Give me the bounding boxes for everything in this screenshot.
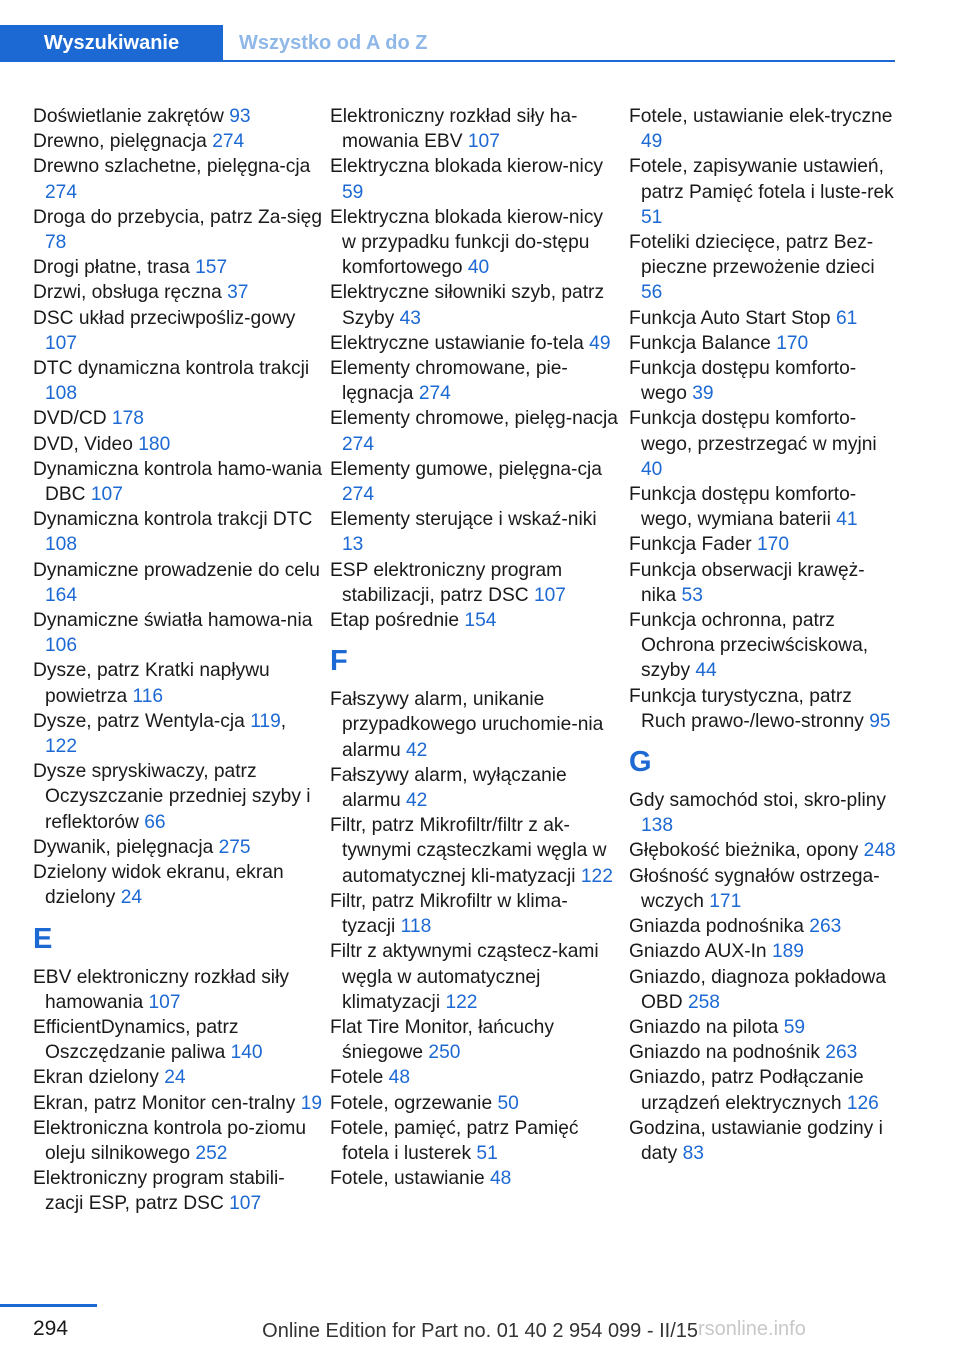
index-entry (330, 406, 620, 456)
index-entry-text: Elektryczne siłowniki szyb, patrz Szyby (330, 282, 605, 329)
page-link[interactable]: 56 (641, 282, 663, 304)
index-entry-text: Godzina, ustawianie godziny i daty (629, 1117, 883, 1164)
index-entry (33, 658, 323, 708)
index-entry-text: Dywanik, pielęgnacja (33, 836, 214, 858)
page-link[interactable]: 274 (418, 383, 451, 405)
index-entry (629, 914, 899, 939)
index-column-2 (330, 104, 620, 1191)
index-entry-text: Funkcja dostępu komforto-wego (629, 358, 857, 405)
index-entry-text: Etap pośrednie (330, 610, 460, 632)
page-link[interactable]: 93 (229, 106, 251, 127)
index-entry (330, 1166, 620, 1191)
index-entry (330, 507, 620, 557)
index-entry-text: Gniazdo na pilota (629, 1016, 779, 1038)
index-entry-text: Funkcja Fader (629, 534, 752, 556)
index-entry (629, 230, 899, 306)
page-link[interactable]: 37 (227, 282, 249, 304)
index-entry (629, 154, 899, 230)
index-entry (33, 558, 323, 608)
index-entry-text: DVD, Video (33, 433, 133, 455)
page-link[interactable]: 107 (148, 991, 181, 1013)
index-entry-text: Funkcja dostępu komforto-wego, wymiana baterii (629, 484, 857, 531)
index-entry-text: Funkcja turystyczna, patrz Ruch prawo-/lewo-stronny (629, 685, 864, 732)
index-entry (629, 356, 899, 406)
page-link[interactable]: 51 (476, 1142, 498, 1164)
index-entry (33, 104, 323, 129)
page-link[interactable]: 48 (388, 1067, 411, 1089)
page-link[interactable]: 274 (45, 181, 78, 203)
index-entry-text: DTC dynamiczna kontrola trakcji (33, 358, 310, 380)
index-entry-text: Elektroniczny rozkład siły ha-mowania EBV (330, 106, 578, 153)
index-entry (33, 608, 323, 658)
index-entry-text: Funkcja Balance (629, 332, 771, 354)
index-entry-text: Flat Tire Monitor, łańcuchy śniegowe (330, 1016, 554, 1064)
page-link[interactable]: 107 (533, 584, 566, 606)
index-entry-text: Filtr, patrz Mikrofiltr w klima-tyzacji (330, 890, 568, 938)
index-entry-text: Dynamiczna kontrola hamo-wania DBC (33, 458, 323, 506)
index-entry (629, 532, 899, 557)
index-entry-text: Dynamiczna kontrola trakcji DTC (33, 509, 313, 531)
index-entry (629, 684, 899, 734)
index-entry-text: Gniazdo AUX-In (629, 941, 767, 963)
index-entry (629, 406, 899, 482)
page-link[interactable]: 116 (132, 685, 164, 707)
index-column-1 (33, 104, 323, 1217)
index-entry-text: Doświetlanie zakrętów (33, 106, 224, 127)
index-entry (330, 608, 620, 633)
index-entry-text: Funkcja dostępu komforto-wego, przestrzegać w myjni (629, 408, 877, 455)
page-link[interactable]: 122 (580, 865, 613, 887)
index-entry (629, 306, 899, 331)
index-entry (33, 1166, 323, 1216)
page-link[interactable]: 118 (400, 916, 432, 938)
index-entry (330, 1116, 620, 1166)
page-link[interactable]: 107 (45, 332, 78, 354)
index-entry-text: Drewno szlachetne, pielęgna-cja (33, 156, 311, 178)
index-entry-text: Fotele, zapisywanie ustawień, patrz Pamięć fotela i luste-rek (629, 156, 894, 203)
index-entry-text: Drewno, pielęgnacja (33, 131, 207, 153)
index-entry (330, 1065, 620, 1090)
index-entry (330, 104, 620, 154)
index-entry-text: Fotele, ogrzewanie (330, 1092, 493, 1114)
page-link[interactable]: 24 (120, 887, 143, 909)
page-number: 294 (33, 1317, 69, 1340)
page-link[interactable]: 13 (342, 534, 364, 556)
index-entry-text: Głębokość bieżnika, opony (629, 840, 859, 862)
page-link[interactable]: 24 (164, 1067, 186, 1089)
page-link[interactable]: 107 (90, 484, 123, 506)
page-link[interactable]: 157 (195, 257, 228, 279)
index-entry-text: Elementy chromowe, pielęg-nacja (330, 408, 618, 430)
page-number-bar (0, 1304, 97, 1307)
page-link[interactable]: 59 (783, 1016, 806, 1038)
tab-underline (0, 60, 895, 62)
index-entry (330, 205, 620, 281)
index-entry-text: Foteliki dziecięce, patrz Bez-pieczne przewożenie dzieci (629, 232, 875, 279)
index-entry-text: Drzwi, obsługa ręczna (33, 282, 222, 304)
index-entry (33, 154, 323, 204)
page-link[interactable]: 40 (641, 458, 663, 480)
index-entry (629, 331, 899, 356)
page-link[interactable]: 170 (756, 534, 789, 556)
index-entry (629, 788, 899, 838)
index-entry (330, 1091, 620, 1116)
index-entry-text: Elektryczna blokada kierow-nicy (330, 156, 604, 178)
index-entry-text: Gniazdo, patrz Podłączanie urządzeń elektrycznych (629, 1067, 864, 1114)
index-entry-text: ESP elektroniczny program stabilizacji, patrz DSC (330, 559, 563, 606)
index-entry (629, 838, 899, 863)
index-entry: Dysze, patrz Wentyla-cja 119, 122 (33, 710, 287, 758)
index-entry (629, 482, 899, 532)
index-entry (33, 457, 323, 507)
index-entry (330, 687, 620, 763)
page-link[interactable]: 170 (776, 332, 809, 354)
page-link[interactable]: 274 (212, 131, 245, 153)
index-entry-text: Drogi płatne, trasa (33, 257, 190, 279)
index-entry-text: Filtr z aktywnymi cząstecz-kami węgla w automatycznej klimatyzacji (330, 941, 599, 1013)
index-entry-text: Ekran, patrz Monitor cen-tralny (33, 1092, 296, 1114)
index-entry (330, 280, 620, 330)
index-entry-text: DVD/CD (33, 408, 107, 430)
page-link[interactable]: 44 (695, 660, 717, 682)
index-entry-text: Fałszywy alarm, wyłączanie alarmu (330, 764, 567, 812)
tab-bar (0, 25, 895, 62)
edition-footer: Online Edition for Part no. 01 40 2 954 099 - II/15 (262, 1320, 698, 1342)
index-entry (629, 558, 899, 608)
watermark: rsonline.info (698, 1318, 806, 1340)
page-link[interactable]: 107 (467, 131, 500, 153)
section-letter: E (33, 922, 53, 955)
index-entry-text: Dysze, patrz Kratki napływu powietrza (33, 660, 270, 707)
page-link[interactable]: 48 (490, 1168, 512, 1190)
page-link[interactable]: 43 (399, 307, 421, 329)
index-entry-text: Dynamiczne światła hamowa-nia (33, 610, 313, 632)
page-link[interactable]: 83 (682, 1142, 704, 1164)
index-entry (33, 129, 323, 154)
index-entry (33, 356, 323, 406)
page-link[interactable]: 78 (45, 232, 67, 254)
page-link[interactable]: 248 (863, 840, 896, 862)
page-link[interactable]: 263 (809, 916, 842, 938)
index-entry (33, 860, 323, 910)
index-entry (33, 255, 323, 280)
page-link[interactable]: 122 (445, 991, 478, 1013)
index-entry-text: Funkcja obserwacji krawęż-nika (629, 559, 865, 606)
page-link[interactable]: 95 (869, 710, 891, 732)
index-entry-text: Elektroniczny program stabili-zacji ESP, patrz DSC (33, 1168, 285, 1215)
page-link[interactable]: 42 (406, 739, 428, 761)
page-link[interactable]: 154 (464, 610, 497, 632)
tab-a-to-z[interactable]: Wszystko od A do Z (239, 32, 428, 54)
index-entry-text: Funkcja ochronna, patrz Ochrona przeciwściskowa, szyby (629, 610, 869, 682)
page-link[interactable]: 178 (111, 408, 144, 430)
index-entry-text: EfficientDynamics, patrz Oszczędzanie paliwa (33, 1016, 239, 1064)
index-entry-text: Ekran dzielony (33, 1067, 159, 1089)
index-entry-text: DSC układ przeciwpośliz-gowy (33, 307, 296, 329)
section-letter: F (330, 645, 348, 678)
index-entry (330, 939, 620, 1015)
index-entry-text: Gniazda podnośnika (629, 916, 804, 938)
page-link[interactable]: 250 (428, 1042, 461, 1064)
page-link[interactable]: 189 (771, 941, 804, 963)
page-link[interactable]: 50 (497, 1092, 519, 1114)
index-entry (629, 608, 899, 684)
page-link[interactable]: 49 (589, 332, 611, 354)
page-link[interactable]: 126 (846, 1092, 879, 1114)
index-entry-text: Funkcja Auto Start Stop (629, 307, 831, 329)
page-link[interactable]: 106 (45, 635, 78, 657)
index-entry (330, 763, 620, 813)
index-entry-text: EBV elektroniczny rozkład siły hamowania (33, 966, 289, 1013)
index-entry (330, 331, 620, 356)
index-entry (629, 939, 899, 964)
index-entry (629, 1065, 899, 1115)
index-entry (33, 1015, 323, 1065)
index-entry-text: Fotele (330, 1067, 384, 1089)
page-link[interactable]: 19 (300, 1092, 323, 1114)
index-entry-text: Elektryczna blokada kierow-nicy w przypadku funkcji do-stępu komfortowego (330, 206, 604, 279)
index-entry (330, 889, 620, 939)
index-entry (330, 813, 620, 889)
page-link[interactable]: 59 (342, 181, 364, 203)
index-entry-text: Dynamiczne prowadzenie do celu (33, 559, 320, 581)
page-link[interactable]: 164 (45, 584, 78, 606)
index-entry-text: Elementy chromowane, pie-lęgnacja (330, 358, 568, 405)
page-link[interactable]: 138 (641, 815, 674, 837)
page-link[interactable]: 42 (406, 790, 428, 812)
page-link[interactable]: 39 (692, 383, 714, 405)
page-link[interactable]: 49 (641, 131, 663, 153)
index-entry-text: Dysze, patrz Wentyla-cja (33, 710, 245, 732)
index-entry (629, 1040, 899, 1065)
index-entry-text: Dysze spryskiwaczy, patrz Oczyszczanie przedniej szyby i reflektorów (33, 761, 311, 833)
page-link[interactable]: 171 (709, 890, 742, 912)
index-entry (33, 432, 323, 457)
page-link[interactable]: 61 (835, 307, 858, 329)
index-entry-text: Fotele, pamięć, patrz Pamięć fotela i lusterek (330, 1117, 579, 1164)
index-entry (629, 1015, 899, 1040)
index-entry (33, 507, 323, 557)
index-entry-text: Elektryczne ustawianie fo-tela (330, 332, 584, 354)
page-link[interactable]: 274 (342, 433, 375, 455)
index-entry (33, 965, 323, 1015)
page-link[interactable]: 252 (195, 1142, 228, 1164)
page-link[interactable]: 107 (229, 1193, 262, 1215)
index-entry (33, 759, 323, 835)
index-entry (330, 558, 620, 608)
section-letter: G (629, 746, 652, 779)
page-link[interactable]: 119 (250, 710, 281, 732)
index-entry (33, 1116, 323, 1166)
index-entry-text: Dzielony widok ekranu, ekran dzielony (33, 862, 284, 909)
index-entry-text: Fotele, ustawianie (330, 1168, 485, 1190)
index-entry (330, 154, 620, 204)
page-link[interactable]: 51 (641, 206, 663, 228)
page-link[interactable]: 40 (467, 257, 490, 279)
index-entry-text: Gniazdo na podnośnik (629, 1042, 820, 1064)
index-entry-text: Gniazdo, diagnoza pokładowa OBD (629, 966, 887, 1013)
index-entry-text: Fotele, ustawianie elek-tryczne (629, 106, 893, 127)
index-entry-text: Elementy gumowe, pielęgna-cja (330, 458, 602, 480)
page-link[interactable]: 41 (836, 509, 858, 531)
tab-search[interactable]: Wyszukiwanie (0, 25, 223, 62)
page-link[interactable]: 263 (825, 1042, 858, 1064)
index-entry (330, 1015, 620, 1065)
index-entry (33, 835, 323, 860)
index-entry (33, 205, 323, 255)
index-entry (33, 280, 323, 305)
index-entry (33, 306, 323, 356)
index-entry (330, 457, 620, 507)
index-entry-text: Droga do przebycia, patrz Za-sięg (33, 206, 323, 228)
index-entry (33, 1091, 323, 1116)
index-entry-text: Elementy sterujące i wskaź-niki (330, 509, 597, 531)
page-link[interactable]: 180 (138, 433, 171, 455)
page-link[interactable]: 258 (687, 991, 720, 1013)
page-link[interactable]: 275 (218, 836, 251, 858)
index-entry-text: Głośność sygnałów ostrzega-wczych (629, 865, 880, 912)
index-entry (629, 104, 899, 154)
index-entry-text: Gdy samochód stoi, skro-pliny (629, 790, 886, 812)
index-entry-text: Elektroniczna kontrola po-ziomu oleju silnikowego (33, 1117, 307, 1164)
index-entry (330, 356, 620, 406)
index-column-3 (629, 104, 899, 1166)
index-entry-text: Fałszywy alarm, unikanie przypadkowego uruchomie-nia alarmu (330, 689, 604, 761)
index-entry-text: Filtr, patrz Mikrofiltr/filtr z ak-tywnymi cząsteczkami węgla w automatycznej kli-matyzacji (330, 815, 607, 887)
page-link[interactable]: 66 (144, 811, 166, 833)
page-link[interactable]: 53 (681, 584, 703, 606)
index-entry (629, 965, 899, 1015)
index-entry (629, 1116, 899, 1166)
page-link[interactable]: 122 (45, 736, 78, 758)
page-link[interactable]: 274 (342, 484, 375, 506)
index-entry (33, 406, 323, 431)
index-entry (33, 1065, 323, 1090)
page-link[interactable]: 108 (45, 383, 78, 405)
page-link[interactable]: 108 (45, 534, 78, 556)
page-link[interactable]: 140 (230, 1042, 263, 1064)
index-entry (629, 864, 899, 914)
